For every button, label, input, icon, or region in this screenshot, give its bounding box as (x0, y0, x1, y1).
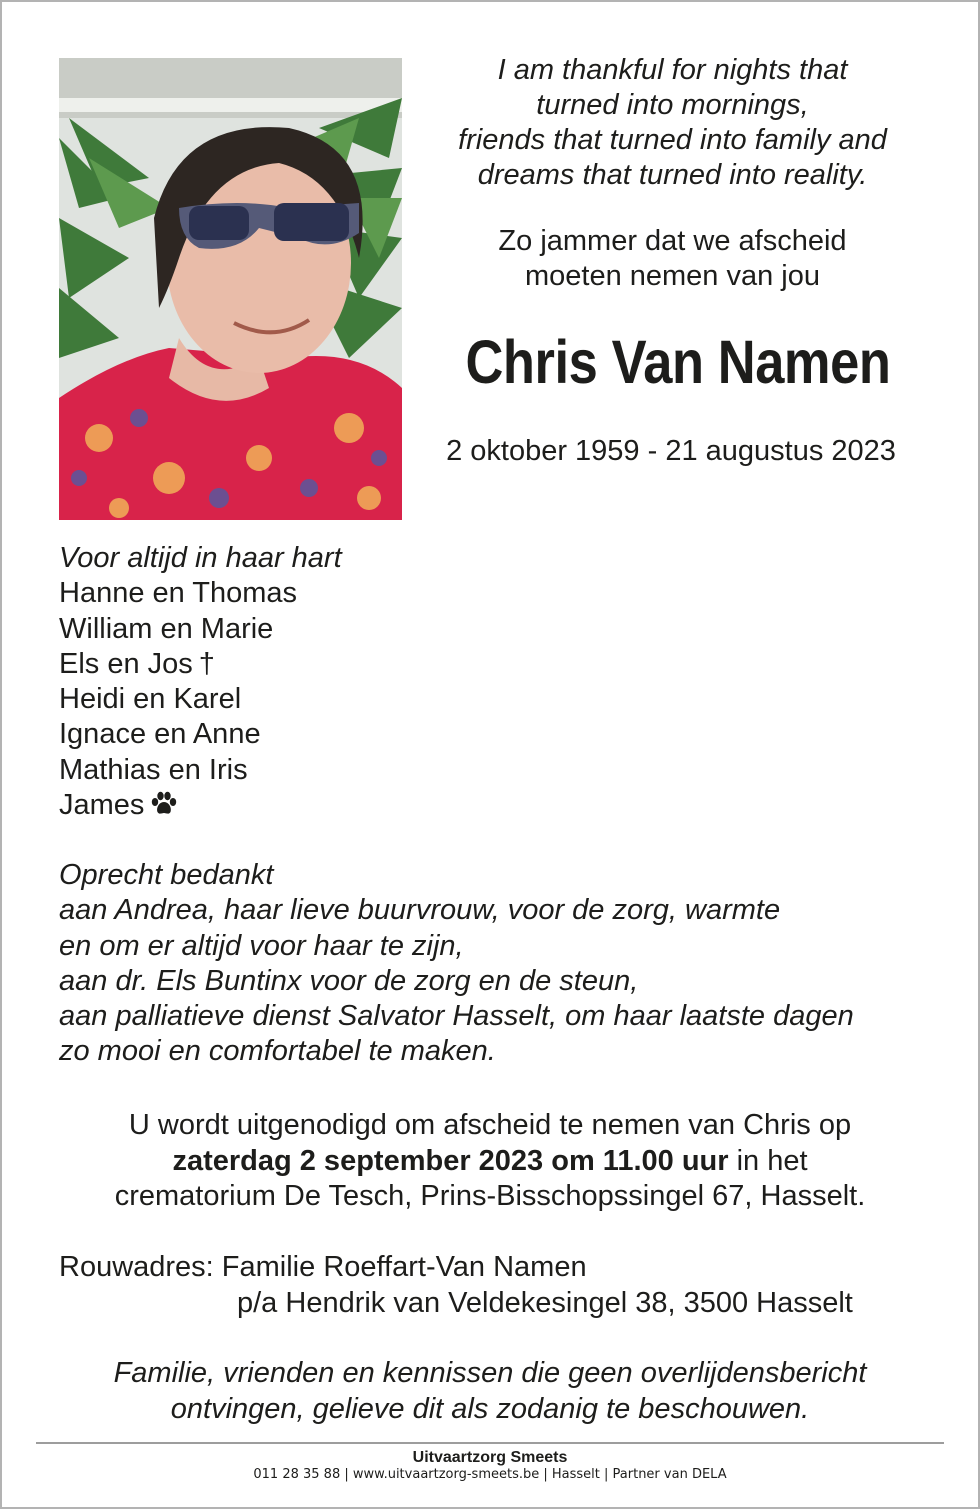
invite-line: U wordt uitgenodigd om afscheid te nemen van Chris op (128, 1109, 852, 1141)
portrait-photo (59, 58, 402, 520)
family-list (59, 541, 342, 826)
quote-line: friends that turned into family and (458, 124, 887, 156)
farewell-line: Zo jammer dat we afscheid (498, 225, 847, 257)
thanks-line: en om er altijd voor haar te zijn, (59, 929, 464, 962)
quote-line: dreams that turned into reality. (477, 159, 868, 191)
quote-line: I am thankful for nights that (497, 54, 848, 86)
memorial-quote (420, 53, 925, 193)
deceased-name: Chris Van Namen (465, 328, 891, 396)
address-line: Rouwadres: Familie Roeffart-Van Namen (59, 1251, 587, 1283)
family-member-text: Els en Jos (59, 647, 193, 680)
mourning-address (59, 1250, 853, 1321)
invite-line (20, 1144, 960, 1180)
paw-print-icon (150, 791, 178, 826)
family-member: Mathias en Iris (59, 753, 248, 786)
family-member: Heidi en Karel (59, 683, 242, 716)
family-member-text: James (59, 789, 145, 822)
family-member (59, 788, 342, 826)
thanks-line: aan Andrea, haar lieve buurvrouw, voor de zorg, warmte (59, 894, 781, 927)
notice-text (20, 1356, 960, 1427)
address-line: p/a Hendrik van Veldekesingel 38, 3500 Hasselt (237, 1286, 853, 1319)
family-heading: Voor altijd in haar hart (59, 542, 342, 574)
family-member: Ignace en Anne (59, 718, 261, 751)
family-member: William en Marie (59, 612, 274, 645)
funeral-invitation (20, 1108, 960, 1215)
notice-line: ontvingen, gelieve dit als zodanig te beschouwen. (170, 1392, 810, 1425)
farewell-text (420, 224, 925, 294)
invite-line-rest: in het (728, 1144, 808, 1177)
family-member (59, 647, 342, 682)
cross-icon: † (198, 647, 215, 680)
thanks-line: aan dr. Els Buntinx voor de zorg en de steun, (59, 964, 639, 997)
life-dates: 2 oktober 1959 - 21 augustus 2023 (446, 435, 896, 467)
ceremony-location: crematorium De Tesch, Prins-Bisschopssingel 67, Hasselt. (114, 1180, 866, 1212)
footer-company: Uitvaartzorg Smeets (412, 1449, 568, 1466)
family-member: Hanne en Thomas (59, 577, 298, 610)
thanks-line: zo mooi en comfortabel te maken. (59, 1035, 496, 1068)
thanks-heading: Oprecht bedankt (59, 859, 274, 891)
quote-line: turned into mornings, (536, 89, 809, 121)
footer-contact: 011 28 35 88 | www.uitvaartzorg-smeets.be | Hasselt | Partner van DELA (253, 1467, 727, 1482)
notice-line: Familie, vrienden en kennissen die geen overlijdensbericht (113, 1357, 867, 1389)
farewell-line: moeten nemen van jou (524, 260, 821, 292)
thanks-section (59, 858, 854, 1070)
thanks-line: aan palliatieve dienst Salvator Hasselt, om haar laatste dagen (59, 1000, 854, 1033)
footer-divider (36, 1442, 944, 1444)
ceremony-datetime: zaterdag 2 september 2023 om 11.00 uur (172, 1144, 729, 1177)
